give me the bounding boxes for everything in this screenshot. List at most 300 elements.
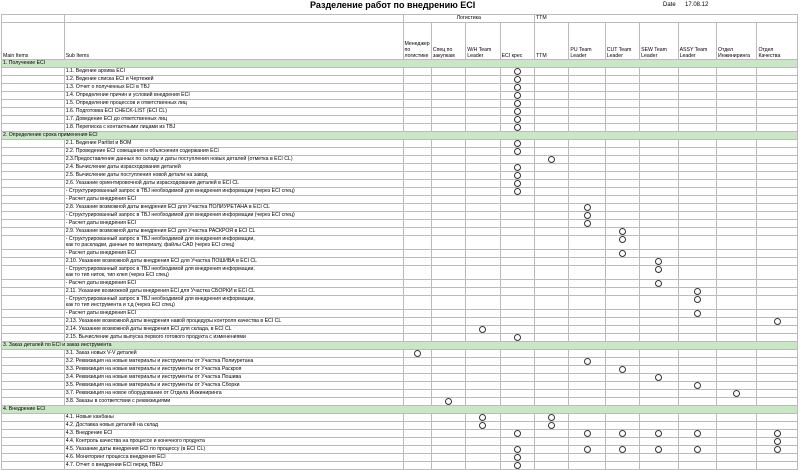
cell-qa[interactable] — [757, 258, 798, 266]
cell-cut[interactable] — [605, 446, 639, 454]
cell-assy[interactable] — [678, 236, 716, 250]
sub-item-cell[interactable]: 1.5. Определение процессов и ответственных лиц — [64, 100, 403, 108]
cell-assy[interactable] — [678, 108, 716, 116]
main-item-cell[interactable] — [2, 334, 65, 342]
sub-item-cell[interactable]: - Расчет даты внедрения ECI — [64, 310, 403, 318]
cell-pu[interactable] — [569, 258, 605, 266]
cell-eci[interactable] — [500, 220, 534, 228]
sub-item-cell[interactable]: 2.11. Указание возможной даты внедрения ECI для Участка СБОРКИ в ECI CL — [64, 288, 403, 296]
cell-pu[interactable] — [569, 266, 605, 280]
cell-eci[interactable] — [500, 422, 534, 430]
cell-mgr[interactable] — [403, 196, 431, 204]
cell-sew[interactable] — [640, 116, 678, 124]
sub-item-cell[interactable]: 2.13. Указание возможной даты внедрения навой процедуры контроля качества в ECI CL — [64, 318, 403, 326]
main-item-cell[interactable] — [2, 288, 65, 296]
cell-cut[interactable] — [605, 398, 639, 406]
cell-wh[interactable] — [466, 430, 500, 438]
cell-wh[interactable] — [466, 334, 500, 342]
main-item-cell[interactable] — [2, 124, 65, 132]
cell-cut[interactable] — [605, 156, 639, 164]
cell-assy[interactable] — [678, 148, 716, 156]
cell-sew[interactable] — [640, 280, 678, 288]
cell-eci[interactable] — [500, 438, 534, 446]
cell-qa[interactable] — [757, 76, 798, 84]
cell-eng[interactable] — [716, 438, 756, 446]
cell-eci[interactable] — [500, 156, 534, 164]
cell-ttm[interactable] — [534, 374, 568, 382]
cell-mgr[interactable] — [403, 108, 431, 116]
main-item-cell[interactable] — [2, 258, 65, 266]
cell-cut[interactable] — [605, 76, 639, 84]
main-item-cell[interactable] — [2, 296, 65, 310]
cell-sew[interactable] — [640, 180, 678, 188]
cell-pu[interactable] — [569, 164, 605, 172]
cell-spec[interactable] — [431, 250, 465, 258]
cell-pu[interactable] — [569, 204, 605, 212]
cell-sew[interactable] — [640, 296, 678, 310]
cell-ttm[interactable] — [534, 438, 568, 446]
sub-item-cell[interactable]: - Структурированный запрос в TBJ необходимой для внедрения информации (через ECI спец) — [64, 212, 403, 220]
main-item-cell[interactable] — [2, 164, 65, 172]
main-item-cell[interactable] — [2, 462, 65, 470]
cell-spec[interactable] — [431, 188, 465, 196]
cell-wh[interactable] — [466, 250, 500, 258]
cell-spec[interactable] — [431, 196, 465, 204]
cell-qa[interactable] — [757, 250, 798, 258]
cell-eci[interactable] — [500, 462, 534, 470]
cell-sew[interactable] — [640, 318, 678, 326]
cell-wh[interactable] — [466, 76, 500, 84]
cell-wh[interactable] — [466, 280, 500, 288]
sub-item-cell[interactable]: 2.6. Указание ориентировочной даты израсходования деталей в ECI CL — [64, 180, 403, 188]
cell-qa[interactable] — [757, 454, 798, 462]
cell-cut[interactable] — [605, 124, 639, 132]
sub-item-cell[interactable]: 2.5. Вычисление даты поступления новой детали на завод — [64, 172, 403, 180]
cell-mgr[interactable] — [403, 156, 431, 164]
cell-eng[interactable] — [716, 148, 756, 156]
column-header-spec[interactable]: Спец по закупкам — [431, 23, 465, 60]
cell-wh[interactable] — [466, 228, 500, 236]
cell-ttm[interactable] — [534, 288, 568, 296]
cell-eci[interactable] — [500, 172, 534, 180]
cell-cut[interactable] — [605, 288, 639, 296]
cell-wh[interactable] — [466, 390, 500, 398]
cell-cut[interactable] — [605, 462, 639, 470]
cell-pu[interactable] — [569, 156, 605, 164]
cell-ttm[interactable] — [534, 204, 568, 212]
cell-cut[interactable] — [605, 228, 639, 236]
cell-pu[interactable] — [569, 454, 605, 462]
cell-cut[interactable] — [605, 84, 639, 92]
cell-mgr[interactable] — [403, 390, 431, 398]
cell-pu[interactable] — [569, 68, 605, 76]
cell-wh[interactable] — [466, 296, 500, 310]
cell-sew[interactable] — [640, 100, 678, 108]
cell-eci[interactable] — [500, 236, 534, 250]
cell-cut[interactable] — [605, 258, 639, 266]
cell-spec[interactable] — [431, 414, 465, 422]
cell-spec[interactable] — [431, 334, 465, 342]
column-header-mgr[interactable]: Менеджер по логистике — [403, 23, 431, 60]
cell-qa[interactable] — [757, 296, 798, 310]
cell-sew[interactable] — [640, 422, 678, 430]
cell-eci[interactable] — [500, 228, 534, 236]
cell-eng[interactable] — [716, 280, 756, 288]
sub-item-cell[interactable]: 1.6. Подготовка ECI CHECK-LIST (ECI CL) — [64, 108, 403, 116]
cell-spec[interactable] — [431, 76, 465, 84]
cell-pu[interactable] — [569, 326, 605, 334]
cell-pu[interactable] — [569, 398, 605, 406]
cell-cut[interactable] — [605, 382, 639, 390]
cell-sew[interactable] — [640, 84, 678, 92]
cell-eci[interactable] — [500, 266, 534, 280]
cell-eci[interactable] — [500, 124, 534, 132]
main-item-cell[interactable] — [2, 92, 65, 100]
cell-sew[interactable] — [640, 326, 678, 334]
cell-ttm[interactable] — [534, 228, 568, 236]
cell-pu[interactable] — [569, 250, 605, 258]
cell-cut[interactable] — [605, 390, 639, 398]
cell-qa[interactable] — [757, 172, 798, 180]
cell-mgr[interactable] — [403, 398, 431, 406]
cell-cut[interactable] — [605, 196, 639, 204]
main-item-cell[interactable] — [2, 228, 65, 236]
cell-qa[interactable] — [757, 124, 798, 132]
cell-spec[interactable] — [431, 100, 465, 108]
cell-sew[interactable] — [640, 124, 678, 132]
cell-eng[interactable] — [716, 100, 756, 108]
cell-mgr[interactable] — [403, 366, 431, 374]
cell-qa[interactable] — [757, 228, 798, 236]
cell-ttm[interactable] — [534, 422, 568, 430]
cell-pu[interactable] — [569, 296, 605, 310]
sub-item-cell[interactable]: - Расчет даты внедрения ECI — [64, 250, 403, 258]
cell-qa[interactable] — [757, 438, 798, 446]
cell-eci[interactable] — [500, 68, 534, 76]
cell-ttm[interactable] — [534, 398, 568, 406]
cell-sew[interactable] — [640, 148, 678, 156]
cell-sew[interactable] — [640, 438, 678, 446]
main-item-cell[interactable] — [2, 140, 65, 148]
cell-pu[interactable] — [569, 288, 605, 296]
column-header-cut[interactable]: CUT Team Leader — [605, 23, 639, 60]
sub-item-cell[interactable]: - Структурированный запрос в TBJ необходимой для внедрения информации (через ECI спец) — [64, 188, 403, 196]
main-item-cell[interactable] — [2, 180, 65, 188]
sub-item-cell[interactable]: - Структурированный запрос в TBJ необходимой для внедрения информации, как то раскладки, данные по материалу, файлы CAD (через ECI спец) — [64, 236, 403, 250]
cell-cut[interactable] — [605, 148, 639, 156]
cell-ttm[interactable] — [534, 414, 568, 422]
cell-pu[interactable] — [569, 310, 605, 318]
sub-item-cell[interactable]: 2.14. Указание возможной даты внедрения ECI для склада, в ECI CL — [64, 326, 403, 334]
cell-pu[interactable] — [569, 446, 605, 454]
cell-qa[interactable] — [757, 422, 798, 430]
cell-assy[interactable] — [678, 390, 716, 398]
sub-item-cell[interactable]: 4.3. Внедрение ECI — [64, 430, 403, 438]
cell-eci[interactable] — [500, 454, 534, 462]
cell-assy[interactable] — [678, 374, 716, 382]
cell-assy[interactable] — [678, 100, 716, 108]
main-item-cell[interactable] — [2, 108, 65, 116]
column-header-wh[interactable]: W/H Team Leader — [466, 23, 500, 60]
sub-item-cell[interactable]: 1.8. Переписка с контактными лицами из TBJ — [64, 124, 403, 132]
cell-spec[interactable] — [431, 374, 465, 382]
cell-spec[interactable] — [431, 430, 465, 438]
cell-mgr[interactable] — [403, 382, 431, 390]
cell-assy[interactable] — [678, 398, 716, 406]
cell-eng[interactable] — [716, 108, 756, 116]
cell-cut[interactable] — [605, 266, 639, 280]
cell-mgr[interactable] — [403, 430, 431, 438]
cell-cut[interactable] — [605, 310, 639, 318]
cell-qa[interactable] — [757, 204, 798, 212]
cell-eng[interactable] — [716, 140, 756, 148]
cell-wh[interactable] — [466, 220, 500, 228]
cell-eng[interactable] — [716, 318, 756, 326]
cell-spec[interactable] — [431, 288, 465, 296]
cell-spec[interactable] — [431, 422, 465, 430]
cell-spec[interactable] — [431, 172, 465, 180]
main-item-cell[interactable] — [2, 250, 65, 258]
cell-assy[interactable] — [678, 68, 716, 76]
sub-item-cell[interactable]: 2.3.Предоставление данных по складу и даты поступления новых деталей (отметка в ECI CL) — [64, 156, 403, 164]
cell-mgr[interactable] — [403, 250, 431, 258]
cell-wh[interactable] — [466, 156, 500, 164]
cell-spec[interactable] — [431, 366, 465, 374]
cell-spec[interactable] — [431, 92, 465, 100]
cell-eci[interactable] — [500, 212, 534, 220]
cell-ttm[interactable] — [534, 148, 568, 156]
cell-ttm[interactable] — [534, 124, 568, 132]
cell-spec[interactable] — [431, 156, 465, 164]
cell-sew[interactable] — [640, 220, 678, 228]
cell-wh[interactable] — [466, 180, 500, 188]
cell-eng[interactable] — [716, 172, 756, 180]
cell-cut[interactable] — [605, 68, 639, 76]
sub-item-cell[interactable]: 1.1. Ведение архива ECI — [64, 68, 403, 76]
sub-item-cell[interactable]: 4.4. Контроль качества на процессе и конечного продукта — [64, 438, 403, 446]
cell-pu[interactable] — [569, 172, 605, 180]
cell-sew[interactable] — [640, 250, 678, 258]
cell-eng[interactable] — [716, 398, 756, 406]
cell-mgr[interactable] — [403, 124, 431, 132]
main-item-cell[interactable] — [2, 414, 65, 422]
main-item-cell[interactable] — [2, 68, 65, 76]
cell-eng[interactable] — [716, 228, 756, 236]
cell-mgr[interactable] — [403, 414, 431, 422]
cell-spec[interactable] — [431, 148, 465, 156]
cell-assy[interactable] — [678, 180, 716, 188]
cell-eng[interactable] — [716, 124, 756, 132]
cell-sew[interactable] — [640, 398, 678, 406]
cell-sew[interactable] — [640, 454, 678, 462]
main-item-cell[interactable] — [2, 236, 65, 250]
sub-item-cell[interactable]: - Расчет даты внедрения ECI — [64, 220, 403, 228]
cell-eng[interactable] — [716, 326, 756, 334]
cell-ttm[interactable] — [534, 140, 568, 148]
cell-qa[interactable] — [757, 374, 798, 382]
main-item-cell[interactable] — [2, 350, 65, 358]
cell-cut[interactable] — [605, 374, 639, 382]
cell-ttm[interactable] — [534, 366, 568, 374]
cell-ttm[interactable] — [534, 334, 568, 342]
main-item-cell[interactable] — [2, 212, 65, 220]
cell-eci[interactable] — [500, 390, 534, 398]
cell-spec[interactable] — [431, 84, 465, 92]
cell-qa[interactable] — [757, 326, 798, 334]
cell-qa[interactable] — [757, 334, 798, 342]
cell-cut[interactable] — [605, 172, 639, 180]
cell-eci[interactable] — [500, 288, 534, 296]
cell-ttm[interactable] — [534, 180, 568, 188]
cell-sew[interactable] — [640, 462, 678, 470]
cell-mgr[interactable] — [403, 454, 431, 462]
cell-eng[interactable] — [716, 180, 756, 188]
cell-cut[interactable] — [605, 236, 639, 250]
main-item-cell[interactable] — [2, 366, 65, 374]
cell-sew[interactable] — [640, 288, 678, 296]
cell-qa[interactable] — [757, 156, 798, 164]
cell-eci[interactable] — [500, 430, 534, 438]
cell-eci[interactable] — [500, 164, 534, 172]
cell-ttm[interactable] — [534, 76, 568, 84]
cell-eci[interactable] — [500, 108, 534, 116]
sub-item-cell[interactable]: - Расчет даты внедрения ECI — [64, 280, 403, 288]
cell-ttm[interactable] — [534, 116, 568, 124]
cell-qa[interactable] — [757, 390, 798, 398]
cell-spec[interactable] — [431, 212, 465, 220]
column-header-main[interactable]: Main Items — [2, 23, 65, 60]
cell-sew[interactable] — [640, 390, 678, 398]
cell-sew[interactable] — [640, 172, 678, 180]
cell-ttm[interactable] — [534, 266, 568, 280]
cell-eci[interactable] — [500, 116, 534, 124]
cell-mgr[interactable] — [403, 236, 431, 250]
cell-mgr[interactable] — [403, 164, 431, 172]
cell-qa[interactable] — [757, 220, 798, 228]
main-item-cell[interactable] — [2, 156, 65, 164]
cell-assy[interactable] — [678, 212, 716, 220]
cell-pu[interactable] — [569, 196, 605, 204]
cell-spec[interactable] — [431, 350, 465, 358]
cell-wh[interactable] — [466, 164, 500, 172]
cell-sew[interactable] — [640, 188, 678, 196]
cell-pu[interactable] — [569, 280, 605, 288]
column-header-ttm[interactable]: TTM — [534, 23, 568, 60]
cell-pu[interactable] — [569, 318, 605, 326]
cell-assy[interactable] — [678, 266, 716, 280]
cell-assy[interactable] — [678, 228, 716, 236]
cell-eng[interactable] — [716, 204, 756, 212]
cell-assy[interactable] — [678, 326, 716, 334]
cell-spec[interactable] — [431, 180, 465, 188]
sub-item-cell[interactable]: 3.5. Реквизиция на новые материалы и инструменты от Участка Сборки — [64, 382, 403, 390]
sub-item-cell[interactable]: 3.8. Заказы в соответствии с реквизициями — [64, 398, 403, 406]
cell-qa[interactable] — [757, 280, 798, 288]
cell-pu[interactable] — [569, 188, 605, 196]
cell-wh[interactable] — [466, 100, 500, 108]
cell-mgr[interactable] — [403, 258, 431, 266]
cell-wh[interactable] — [466, 318, 500, 326]
cell-ttm[interactable] — [534, 100, 568, 108]
cell-assy[interactable] — [678, 414, 716, 422]
cell-wh[interactable] — [466, 326, 500, 334]
column-header-pu[interactable]: PU Team Leader — [569, 23, 605, 60]
cell-mgr[interactable] — [403, 220, 431, 228]
main-item-cell[interactable] — [2, 196, 65, 204]
cell-ttm[interactable] — [534, 250, 568, 258]
cell-qa[interactable] — [757, 196, 798, 204]
cell-ttm[interactable] — [534, 326, 568, 334]
cell-eci[interactable] — [500, 180, 534, 188]
cell-sew[interactable] — [640, 350, 678, 358]
main-item-cell[interactable] — [2, 266, 65, 280]
main-item-cell[interactable] — [2, 172, 65, 180]
cell-qa[interactable] — [757, 180, 798, 188]
cell-pu[interactable] — [569, 212, 605, 220]
sub-item-cell[interactable]: 2.8. Указание возможной даты внедрения ECI для Участка ПОЛИУРЕТАНА в ECI CL — [64, 204, 403, 212]
cell-mgr[interactable] — [403, 438, 431, 446]
main-item-cell[interactable] — [2, 76, 65, 84]
cell-pu[interactable] — [569, 84, 605, 92]
cell-spec[interactable] — [431, 116, 465, 124]
cell-assy[interactable] — [678, 366, 716, 374]
cell-mgr[interactable] — [403, 140, 431, 148]
cell-qa[interactable] — [757, 266, 798, 280]
sub-item-cell[interactable]: 2.4. Вычисление даты израсходования деталей — [64, 164, 403, 172]
cell-wh[interactable] — [466, 68, 500, 76]
cell-cut[interactable] — [605, 318, 639, 326]
cell-mgr[interactable] — [403, 84, 431, 92]
cell-qa[interactable] — [757, 398, 798, 406]
cell-cut[interactable] — [605, 358, 639, 366]
cell-sew[interactable] — [640, 414, 678, 422]
cell-mgr[interactable] — [403, 350, 431, 358]
cell-eci[interactable] — [500, 196, 534, 204]
cell-eci[interactable] — [500, 326, 534, 334]
cell-eng[interactable] — [716, 68, 756, 76]
cell-ttm[interactable] — [534, 212, 568, 220]
cell-eci[interactable] — [500, 310, 534, 318]
cell-sew[interactable] — [640, 92, 678, 100]
cell-mgr[interactable] — [403, 68, 431, 76]
cell-wh[interactable] — [466, 258, 500, 266]
sub-item-cell[interactable]: 3.1. Заказ новых V-V деталей — [64, 350, 403, 358]
cell-spec[interactable] — [431, 296, 465, 310]
cell-ttm[interactable] — [534, 258, 568, 266]
cell-eng[interactable] — [716, 92, 756, 100]
cell-pu[interactable] — [569, 220, 605, 228]
cell-sew[interactable] — [640, 334, 678, 342]
cell-mgr[interactable] — [403, 358, 431, 366]
cell-eng[interactable] — [716, 250, 756, 258]
section-title[interactable]: 4. Внедрение ECI — [2, 406, 798, 414]
cell-eng[interactable] — [716, 334, 756, 342]
cell-cut[interactable] — [605, 454, 639, 462]
main-item-cell[interactable] — [2, 398, 65, 406]
cell-eng[interactable] — [716, 116, 756, 124]
cell-eci[interactable] — [500, 258, 534, 266]
cell-spec[interactable] — [431, 108, 465, 116]
cell-qa[interactable] — [757, 310, 798, 318]
cell-wh[interactable] — [466, 350, 500, 358]
cell-ttm[interactable] — [534, 310, 568, 318]
cell-qa[interactable] — [757, 108, 798, 116]
main-item-cell[interactable] — [2, 374, 65, 382]
cell-cut[interactable] — [605, 108, 639, 116]
main-item-cell[interactable] — [2, 220, 65, 228]
cell-mgr[interactable] — [403, 100, 431, 108]
cell-pu[interactable] — [569, 366, 605, 374]
